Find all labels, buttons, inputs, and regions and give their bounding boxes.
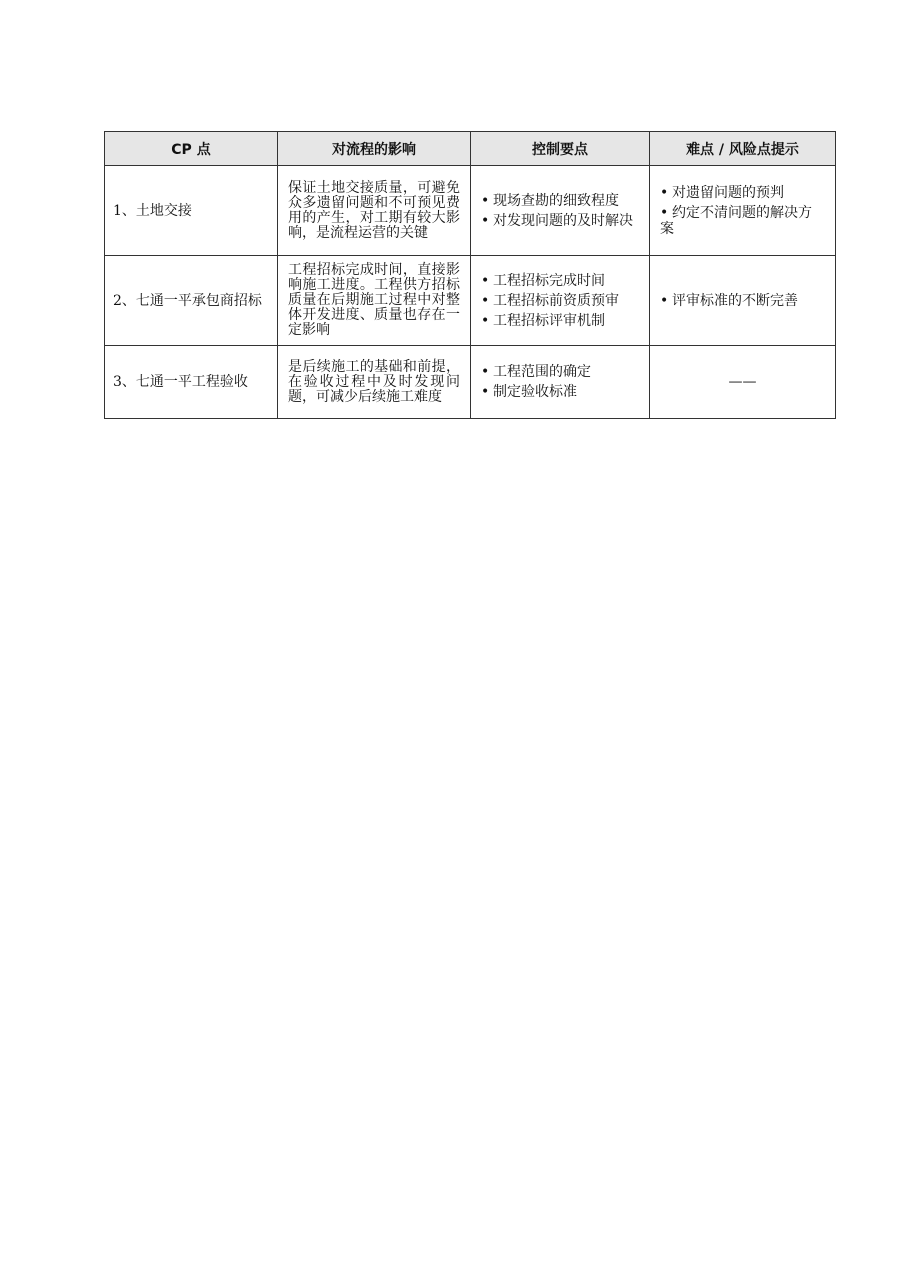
control-item: • 工程招标完成时间 <box>481 272 605 289</box>
risks-cell-empty: —— <box>650 346 836 419</box>
controls-cell <box>471 256 650 346</box>
header-controls: 控制要点 <box>471 132 650 166</box>
cp-name: 1、土地交接 <box>105 166 278 256</box>
controls-cell <box>471 166 650 256</box>
control-item: • 对发现问题的及时解决 <box>481 212 633 229</box>
header-risks: 难点 / 风险点提示 <box>650 132 836 166</box>
bullet-icon: • <box>481 272 490 289</box>
control-item: • 现场查勘的细致程度 <box>481 192 619 209</box>
header-impact: 对流程的影响 <box>278 132 471 166</box>
risk-item: • 约定不清问题的解决方案 <box>660 204 812 237</box>
bullet-icon: • <box>481 364 490 380</box>
cp-name: 2、七通一平承包商招标 <box>105 256 278 346</box>
bullet-icon: • <box>481 384 490 400</box>
bullet-icon: • <box>660 184 669 201</box>
control-item: • 工程招标评审机制 <box>481 312 605 329</box>
controls-cell <box>471 346 650 419</box>
risk-item: • 对遗留问题的预判 <box>660 184 784 201</box>
impact-text: 工程招标完成时间，直接影响施工进度。工程供方招标质量在后期施工过程中对整体开发进度、质量也存在一定影响 <box>278 256 471 346</box>
bullet-icon: • <box>481 192 490 209</box>
control-item: • 工程招标前资质预审 <box>481 292 619 309</box>
bullet-icon: • <box>660 204 669 221</box>
bullet-icon: • <box>481 312 490 329</box>
bullet-icon: • <box>481 292 490 309</box>
risks-cell <box>650 166 836 256</box>
impact-text: 是后续施工的基础和前提，在验收过程中及时发现问题，可减少后续施工难度 <box>278 346 471 419</box>
table-row <box>105 346 836 419</box>
risks-cell <box>650 256 836 346</box>
bullet-icon: • <box>481 212 490 229</box>
table-row <box>105 256 836 346</box>
table-header-row <box>105 132 836 166</box>
control-item: • 工程范围的确定 <box>481 364 591 380</box>
risk-item: • 评审标准的不断完善 <box>660 292 798 309</box>
bullet-icon: • <box>660 292 669 309</box>
table-row <box>105 166 836 256</box>
control-item: • 制定验收标准 <box>481 384 577 400</box>
impact-text: 保证土地交接质量，可避免众多遗留问题和不可预见费用的产生，对工期有较大影响，是流程运营的关键 <box>278 166 471 256</box>
header-cp: CP 点 <box>105 132 278 166</box>
cp-control-table <box>104 131 836 419</box>
cp-name: 3、七通一平工程验收 <box>105 346 278 419</box>
